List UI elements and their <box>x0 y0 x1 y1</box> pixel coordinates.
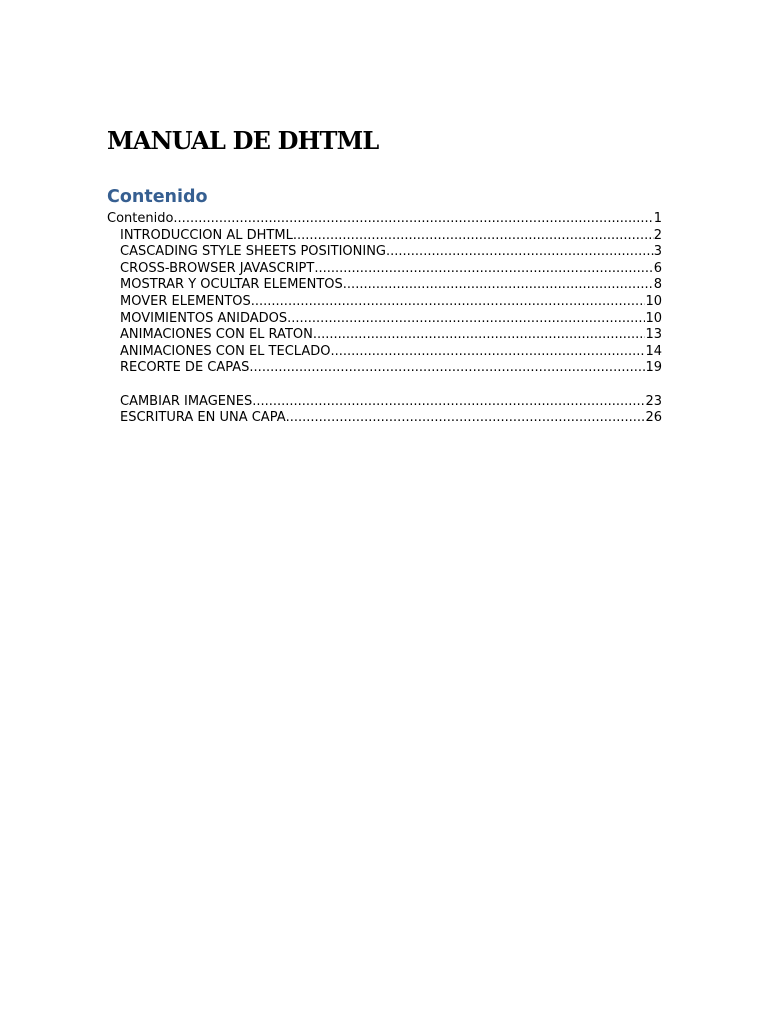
toc-entry[interactable] <box>107 211 662 228</box>
toc-entry-page: 26 <box>645 410 662 426</box>
toc-entry-title: CAMBIAR IMAGENES <box>120 393 253 409</box>
toc-entry-title: Contenido <box>107 211 174 226</box>
toc-dot-leader <box>286 410 646 427</box>
toc-entry-page: 10 <box>645 293 662 309</box>
toc-dot-leader <box>386 244 654 261</box>
toc-entry-page: 8 <box>653 277 662 293</box>
toc-entry[interactable] <box>107 277 662 294</box>
toc-entry-page: 10 <box>645 310 662 326</box>
toc-dot-leader <box>287 311 645 328</box>
toc-entry-title: ANIMACIONES CON EL RATON <box>120 327 313 343</box>
toc-dot-leader <box>330 344 645 361</box>
toc-entry[interactable] <box>107 360 662 377</box>
toc-entry-page: 23 <box>645 393 662 409</box>
toc-entry-page: 14 <box>645 343 662 359</box>
toc-heading: Contenido <box>107 187 208 207</box>
toc-entry-page: 2 <box>653 227 662 243</box>
toc-dot-leader <box>249 360 645 377</box>
toc-entry[interactable] <box>107 228 662 245</box>
toc-entry[interactable] <box>107 410 662 427</box>
toc-dot-leader <box>314 261 653 278</box>
toc-entry-title: ANIMACIONES CON EL TECLADO <box>120 343 331 359</box>
toc-entry[interactable] <box>107 244 662 261</box>
toc-entry-page: 3 <box>653 244 662 260</box>
toc-entry-title: MOSTRAR Y OCULTAR ELEMENTOS <box>120 277 343 293</box>
toc-entry-title: RECORTE DE CAPAS <box>120 360 250 376</box>
toc-dot-leader <box>293 228 654 245</box>
toc-entry-title: MOVIMIENTOS ANIDADOS <box>120 310 288 326</box>
toc-entry-page: 19 <box>645 360 662 376</box>
toc-entry-page: 13 <box>645 327 662 343</box>
document-title: MANUAL DE DHTML <box>107 126 379 155</box>
toc-entry-title: CASCADING STYLE SHEETS POSITIONING <box>120 244 386 260</box>
toc-entry-page: 1 <box>653 211 662 226</box>
toc-entry[interactable] <box>107 344 662 361</box>
toc-entry-page: 6 <box>653 260 662 276</box>
toc-dot-leader <box>251 294 646 311</box>
toc-entry[interactable] <box>107 261 662 278</box>
toc-dot-leader <box>313 327 646 344</box>
table-of-contents <box>107 211 662 427</box>
toc-entry[interactable] <box>107 394 662 411</box>
toc-dot-leader <box>173 211 653 228</box>
toc-entry-title: INTRODUCCION AL DHTML <box>120 227 293 243</box>
toc-dot-leader <box>252 394 645 411</box>
toc-entry[interactable] <box>107 294 662 311</box>
toc-entry[interactable] <box>107 311 662 328</box>
toc-entry-title: MOVER ELEMENTOS <box>120 293 251 309</box>
toc-entry[interactable] <box>107 327 662 344</box>
toc-entry-title: ESCRITURA EN UNA CAPA <box>120 410 286 426</box>
toc-dot-leader <box>343 277 654 294</box>
toc-entry-title: CROSS-BROWSER JAVASCRIPT <box>120 260 315 276</box>
